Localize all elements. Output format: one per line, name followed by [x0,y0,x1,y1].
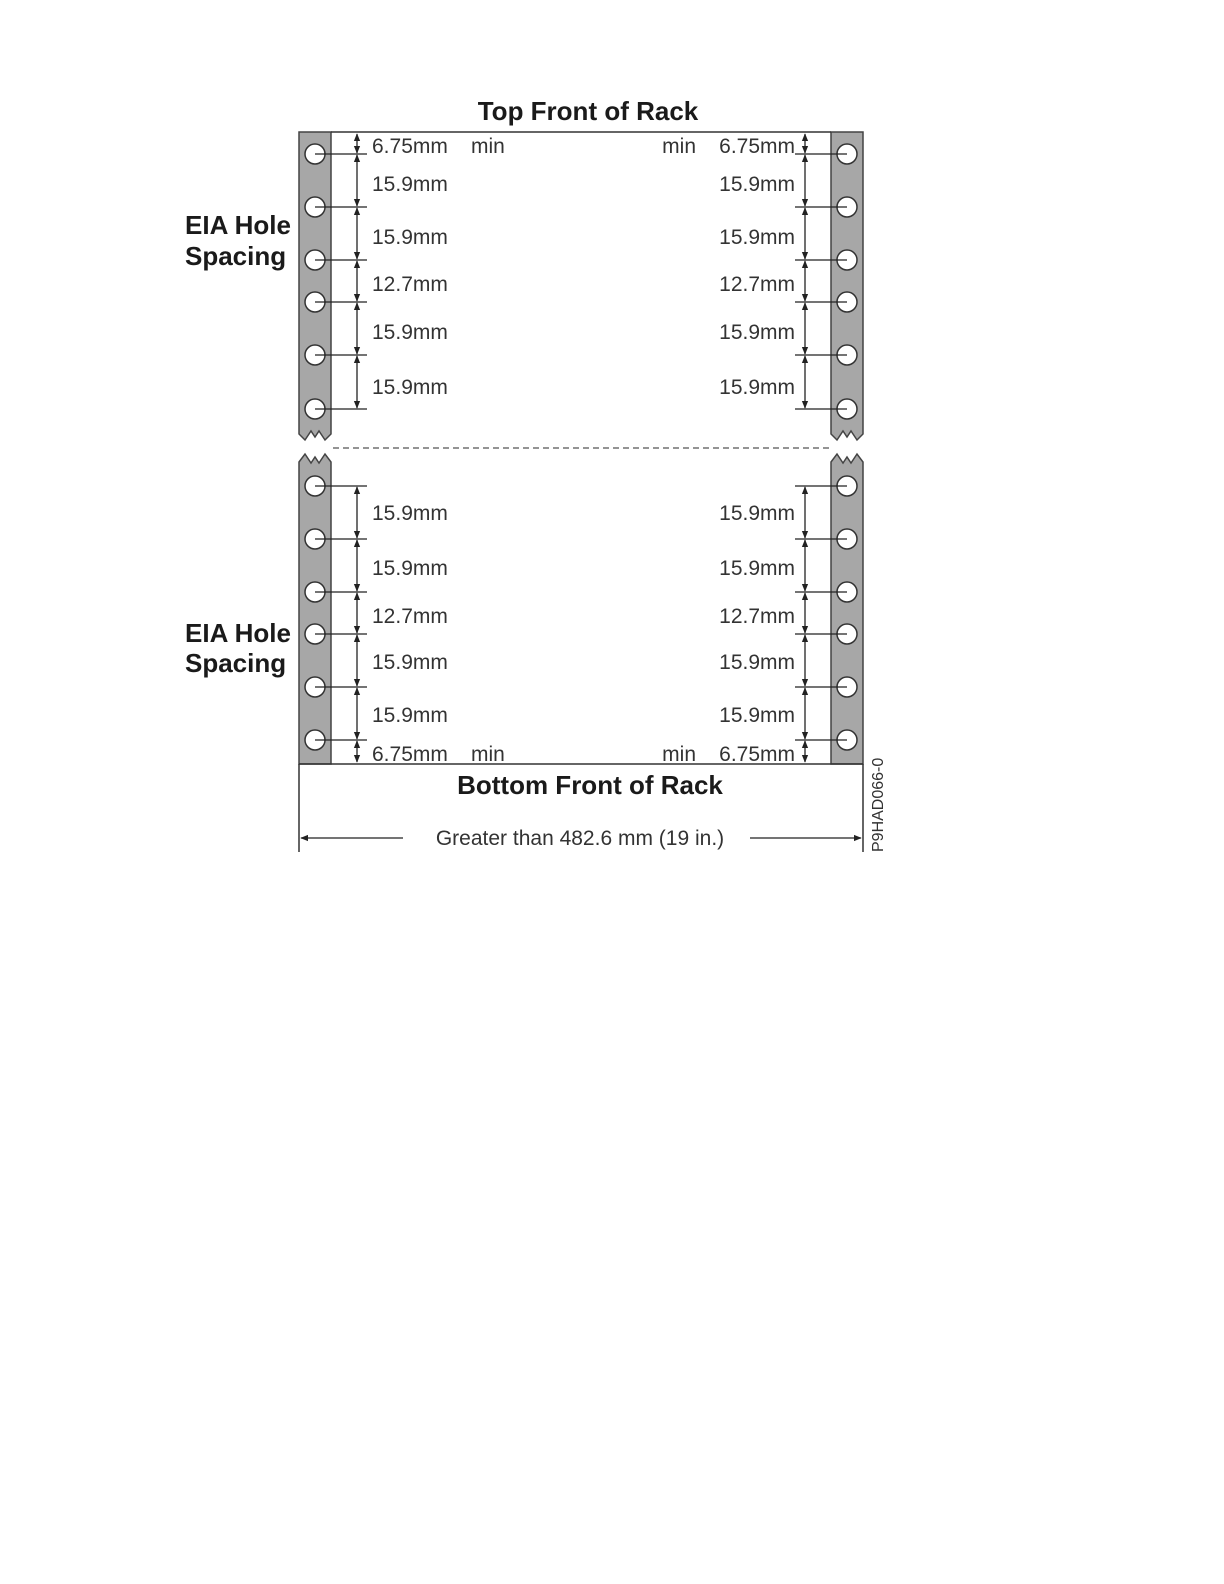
upper-left-spacing-4: 15.9mm [372,321,448,344]
upper-right-spacing-5: 15.9mm [719,376,795,399]
left-rail-lower [299,454,331,764]
side-label-lower [185,618,291,678]
lower-left-edge-measure: 6.75mm [372,743,448,766]
right-rail-upper [831,132,863,440]
lower-left-spacing-3: 12.7mm [372,605,448,628]
width-note: Greater than 482.6 mm (19 in.) [435,827,725,850]
side-label-upper-line1: EIA Hole [185,210,291,240]
lower-right-edge-measure: 6.75mm [719,743,795,766]
upper-left-edge-measure: 6.75mm [372,135,448,158]
lower-left-spacing-4: 15.9mm [372,651,448,674]
lower-right-spacing-3: 12.7mm [719,605,795,628]
upper-right-spacing-3: 12.7mm [719,273,795,296]
lower-right-spacing-5: 15.9mm [719,704,795,727]
side-label-upper [185,210,291,271]
side-label-lower-line2: Spacing [185,648,287,678]
upper-right-spacing-4: 15.9mm [719,321,795,344]
upper-left-spacing-3: 12.7mm [372,273,448,296]
left-rail-upper [299,132,331,440]
upper-left-spacing-1: 15.9mm [372,173,448,196]
right-rail-lower [831,454,863,764]
lower-right-spacing-1: 15.9mm [719,502,795,525]
lower-left-spacing-2: 15.9mm [372,557,448,580]
lower-left-min-label: min [471,743,505,766]
upper-left-spacing-2: 15.9mm [372,226,448,249]
figure-code: P9HAD066-0 [870,757,887,852]
side-label-lower-line1: EIA Hole [185,618,291,648]
upper-right-spacing-1: 15.9mm [719,173,795,196]
upper-right-edge-measure: 6.75mm [719,135,795,158]
lower-right-spacing-4: 15.9mm [719,651,795,674]
lower-spacing-labels [372,502,795,766]
lower-left-spacing-5: 15.9mm [372,704,448,727]
lower-right-min-label: min [662,743,696,766]
upper-left-spacing-5: 15.9mm [372,376,448,399]
title-bottom-front-of-rack: Bottom Front of Rack [457,770,723,800]
rack-width-dimension [301,827,861,850]
side-label-upper-line2: Spacing [185,241,287,271]
upper-spacing-labels [372,135,795,399]
upper-right-min-label: min [662,135,696,158]
lower-right-spacing-2: 15.9mm [719,557,795,580]
lower-left-spacing-1: 15.9mm [372,502,448,525]
upper-left-min-label: min [471,135,505,158]
title-top-front-of-rack: Top Front of Rack [477,96,699,126]
upper-right-spacing-2: 15.9mm [719,226,795,249]
